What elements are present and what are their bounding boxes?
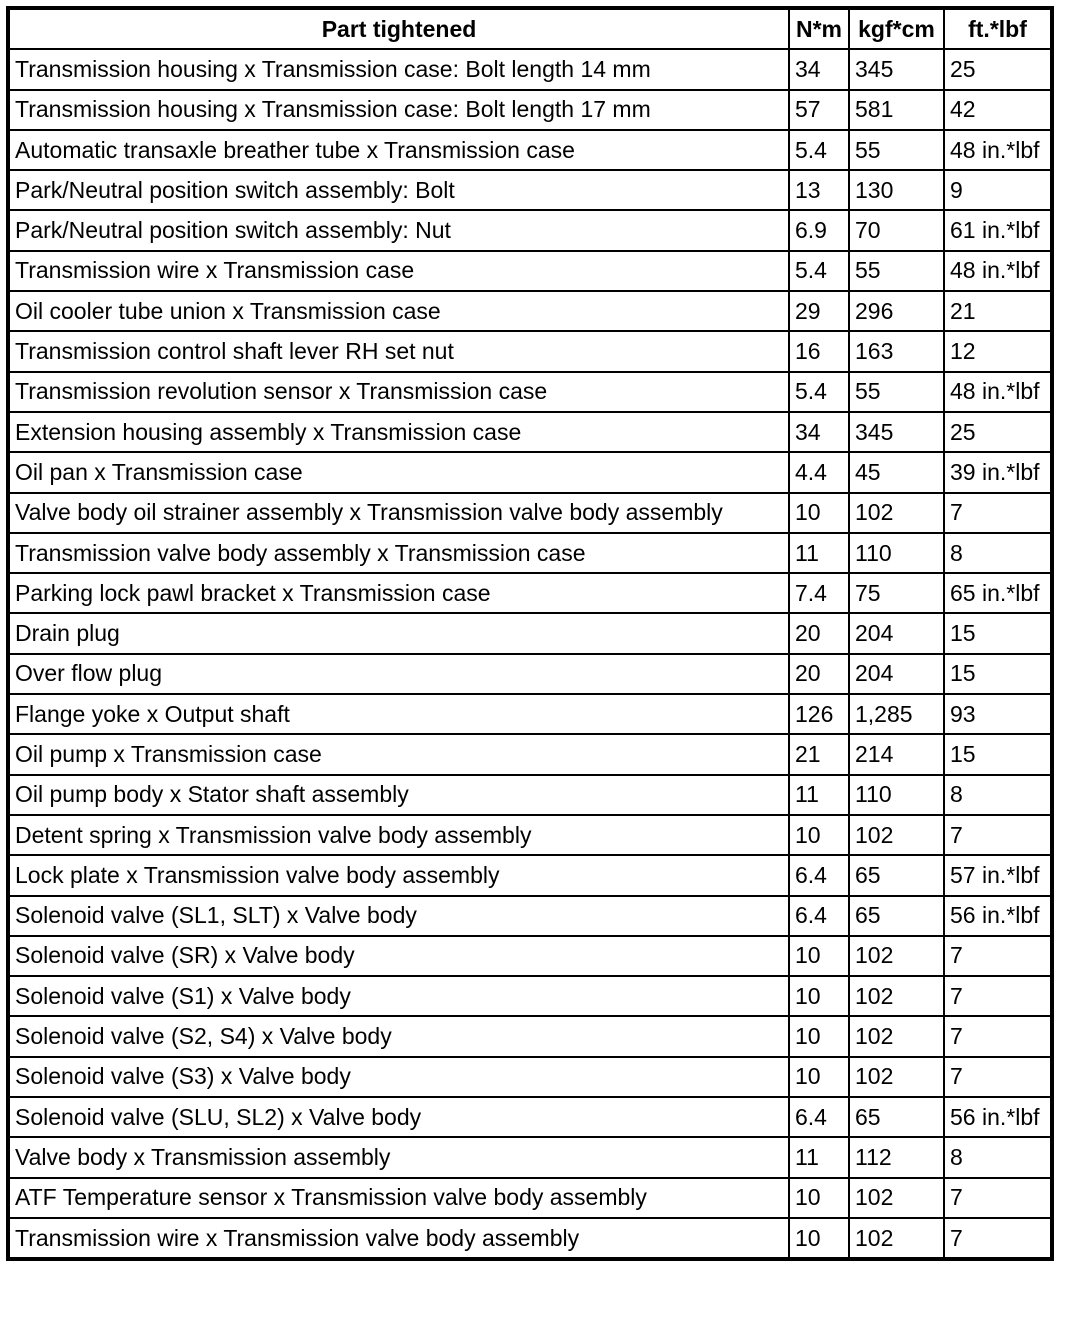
nm-cell: 126 xyxy=(789,694,849,734)
part-cell: Oil pump body x Stator shaft assembly xyxy=(8,775,789,815)
table-header-row xyxy=(8,8,1052,49)
part-cell: Drain plug xyxy=(8,613,789,653)
kgfcm-cell: 75 xyxy=(849,573,944,613)
kgfcm-cell: 345 xyxy=(849,49,944,89)
header-part-tightened: Part tightened xyxy=(8,8,789,49)
nm-cell: 34 xyxy=(789,49,849,89)
ftlbf-cell: 48 in.*lbf xyxy=(944,130,1052,170)
kgfcm-cell: 1,285 xyxy=(849,694,944,734)
kgfcm-cell: 102 xyxy=(849,936,944,976)
part-cell: Solenoid valve (S2, S4) x Valve body xyxy=(8,1016,789,1056)
part-cell: Solenoid valve (SR) x Valve body xyxy=(8,936,789,976)
part-cell: Oil pump x Transmission case xyxy=(8,734,789,774)
part-cell: Park/Neutral position switch assembly: Bolt xyxy=(8,170,789,210)
nm-cell: 10 xyxy=(789,493,849,533)
part-cell: Valve body x Transmission assembly xyxy=(8,1137,789,1177)
nm-cell: 10 xyxy=(789,1016,849,1056)
part-cell: Solenoid valve (S1) x Valve body xyxy=(8,976,789,1016)
kgfcm-cell: 296 xyxy=(849,291,944,331)
part-cell: Transmission control shaft lever RH set nut xyxy=(8,331,789,371)
table-row xyxy=(8,331,1052,371)
table-row xyxy=(8,815,1052,855)
ftlbf-cell: 25 xyxy=(944,49,1052,89)
table-row xyxy=(8,1218,1052,1259)
ftlbf-cell: 9 xyxy=(944,170,1052,210)
kgfcm-cell: 581 xyxy=(849,90,944,130)
part-cell: Park/Neutral position switch assembly: Nut xyxy=(8,210,789,250)
nm-cell: 7.4 xyxy=(789,573,849,613)
ftlbf-cell: 65 in.*lbf xyxy=(944,573,1052,613)
table-row xyxy=(8,1137,1052,1177)
nm-cell: 6.4 xyxy=(789,896,849,936)
header-kgfcm: kgf*cm xyxy=(849,8,944,49)
nm-cell: 6.4 xyxy=(789,855,849,895)
table-row xyxy=(8,493,1052,533)
ftlbf-cell: 15 xyxy=(944,654,1052,694)
ftlbf-cell: 12 xyxy=(944,331,1052,371)
kgfcm-cell: 112 xyxy=(849,1137,944,1177)
nm-cell: 20 xyxy=(789,654,849,694)
part-cell: Transmission valve body assembly x Transmission case xyxy=(8,533,789,573)
table-row xyxy=(8,976,1052,1016)
torque-spec-table-container xyxy=(6,6,1054,1261)
table-row xyxy=(8,775,1052,815)
table-row xyxy=(8,210,1052,250)
nm-cell: 5.4 xyxy=(789,372,849,412)
part-cell: Oil pan x Transmission case xyxy=(8,452,789,492)
part-cell: Parking lock pawl bracket x Transmission case xyxy=(8,573,789,613)
nm-cell: 21 xyxy=(789,734,849,774)
part-cell: Transmission housing x Transmission case: Bolt length 17 mm xyxy=(8,90,789,130)
kgfcm-cell: 163 xyxy=(849,331,944,371)
nm-cell: 20 xyxy=(789,613,849,653)
kgfcm-cell: 55 xyxy=(849,251,944,291)
ftlbf-cell: 15 xyxy=(944,613,1052,653)
nm-cell: 10 xyxy=(789,1218,849,1259)
nm-cell: 29 xyxy=(789,291,849,331)
nm-cell: 10 xyxy=(789,815,849,855)
kgfcm-cell: 65 xyxy=(849,896,944,936)
kgfcm-cell: 55 xyxy=(849,372,944,412)
kgfcm-cell: 102 xyxy=(849,815,944,855)
part-cell: ATF Temperature sensor x Transmission valve body assembly xyxy=(8,1178,789,1218)
table-row xyxy=(8,734,1052,774)
table-row xyxy=(8,1097,1052,1137)
kgfcm-cell: 102 xyxy=(849,976,944,1016)
table-body xyxy=(8,49,1052,1259)
nm-cell: 10 xyxy=(789,976,849,1016)
ftlbf-cell: 93 xyxy=(944,694,1052,734)
ftlbf-cell: 57 in.*lbf xyxy=(944,855,1052,895)
table-row xyxy=(8,896,1052,936)
nm-cell: 11 xyxy=(789,1137,849,1177)
part-cell: Automatic transaxle breather tube x Transmission case xyxy=(8,130,789,170)
ftlbf-cell: 7 xyxy=(944,1218,1052,1259)
ftlbf-cell: 7 xyxy=(944,1016,1052,1056)
nm-cell: 6.4 xyxy=(789,1097,849,1137)
kgfcm-cell: 102 xyxy=(849,493,944,533)
kgfcm-cell: 70 xyxy=(849,210,944,250)
nm-cell: 13 xyxy=(789,170,849,210)
ftlbf-cell: 7 xyxy=(944,493,1052,533)
table-row xyxy=(8,412,1052,452)
part-cell: Lock plate x Transmission valve body assembly xyxy=(8,855,789,895)
kgfcm-cell: 102 xyxy=(849,1218,944,1259)
table-row xyxy=(8,694,1052,734)
ftlbf-cell: 8 xyxy=(944,1137,1052,1177)
table-row xyxy=(8,372,1052,412)
table-row xyxy=(8,855,1052,895)
kgfcm-cell: 214 xyxy=(849,734,944,774)
table-row xyxy=(8,613,1052,653)
nm-cell: 11 xyxy=(789,775,849,815)
torque-spec-table xyxy=(6,6,1054,1261)
nm-cell: 16 xyxy=(789,331,849,371)
table-row xyxy=(8,573,1052,613)
ftlbf-cell: 56 in.*lbf xyxy=(944,1097,1052,1137)
nm-cell: 10 xyxy=(789,1057,849,1097)
part-cell: Extension housing assembly x Transmission case xyxy=(8,412,789,452)
header-ftlbf: ft.*lbf xyxy=(944,8,1052,49)
table-row xyxy=(8,654,1052,694)
part-cell: Solenoid valve (SL1, SLT) x Valve body xyxy=(8,896,789,936)
table-row xyxy=(8,1016,1052,1056)
kgfcm-cell: 55 xyxy=(849,130,944,170)
table-row xyxy=(8,49,1052,89)
nm-cell: 6.9 xyxy=(789,210,849,250)
part-cell: Transmission revolution sensor x Transmission case xyxy=(8,372,789,412)
kgfcm-cell: 204 xyxy=(849,613,944,653)
nm-cell: 34 xyxy=(789,412,849,452)
ftlbf-cell: 8 xyxy=(944,775,1052,815)
ftlbf-cell: 42 xyxy=(944,90,1052,130)
part-cell: Transmission wire x Transmission case xyxy=(8,251,789,291)
ftlbf-cell: 7 xyxy=(944,1178,1052,1218)
table-row xyxy=(8,533,1052,573)
header-nm: N*m xyxy=(789,8,849,49)
table-row xyxy=(8,90,1052,130)
nm-cell: 5.4 xyxy=(789,251,849,291)
nm-cell: 4.4 xyxy=(789,452,849,492)
kgfcm-cell: 130 xyxy=(849,170,944,210)
kgfcm-cell: 345 xyxy=(849,412,944,452)
table-row xyxy=(8,1057,1052,1097)
table-row xyxy=(8,170,1052,210)
part-cell: Detent spring x Transmission valve body assembly xyxy=(8,815,789,855)
part-cell: Flange yoke x Output shaft xyxy=(8,694,789,734)
kgfcm-cell: 65 xyxy=(849,1097,944,1137)
part-cell: Solenoid valve (SLU, SL2) x Valve body xyxy=(8,1097,789,1137)
part-cell: Over flow plug xyxy=(8,654,789,694)
nm-cell: 57 xyxy=(789,90,849,130)
ftlbf-cell: 25 xyxy=(944,412,1052,452)
ftlbf-cell: 7 xyxy=(944,976,1052,1016)
nm-cell: 11 xyxy=(789,533,849,573)
table-row xyxy=(8,936,1052,976)
ftlbf-cell: 56 in.*lbf xyxy=(944,896,1052,936)
kgfcm-cell: 110 xyxy=(849,775,944,815)
ftlbf-cell: 7 xyxy=(944,1057,1052,1097)
nm-cell: 10 xyxy=(789,936,849,976)
nm-cell: 5.4 xyxy=(789,130,849,170)
ftlbf-cell: 48 in.*lbf xyxy=(944,251,1052,291)
part-cell: Transmission wire x Transmission valve body assembly xyxy=(8,1218,789,1259)
table-row xyxy=(8,452,1052,492)
table-row xyxy=(8,1178,1052,1218)
kgfcm-cell: 204 xyxy=(849,654,944,694)
part-cell: Transmission housing x Transmission case: Bolt length 14 mm xyxy=(8,49,789,89)
ftlbf-cell: 39 in.*lbf xyxy=(944,452,1052,492)
kgfcm-cell: 65 xyxy=(849,855,944,895)
ftlbf-cell: 21 xyxy=(944,291,1052,331)
nm-cell: 10 xyxy=(789,1178,849,1218)
part-cell: Oil cooler tube union x Transmission case xyxy=(8,291,789,331)
part-cell: Solenoid valve (S3) x Valve body xyxy=(8,1057,789,1097)
table-row xyxy=(8,130,1052,170)
ftlbf-cell: 48 in.*lbf xyxy=(944,372,1052,412)
kgfcm-cell: 45 xyxy=(849,452,944,492)
ftlbf-cell: 61 in.*lbf xyxy=(944,210,1052,250)
part-cell: Valve body oil strainer assembly x Transmission valve body assembly xyxy=(8,493,789,533)
table-row xyxy=(8,291,1052,331)
ftlbf-cell: 7 xyxy=(944,936,1052,976)
ftlbf-cell: 8 xyxy=(944,533,1052,573)
kgfcm-cell: 102 xyxy=(849,1016,944,1056)
kgfcm-cell: 102 xyxy=(849,1178,944,1218)
ftlbf-cell: 15 xyxy=(944,734,1052,774)
table-row xyxy=(8,251,1052,291)
ftlbf-cell: 7 xyxy=(944,815,1052,855)
kgfcm-cell: 110 xyxy=(849,533,944,573)
kgfcm-cell: 102 xyxy=(849,1057,944,1097)
